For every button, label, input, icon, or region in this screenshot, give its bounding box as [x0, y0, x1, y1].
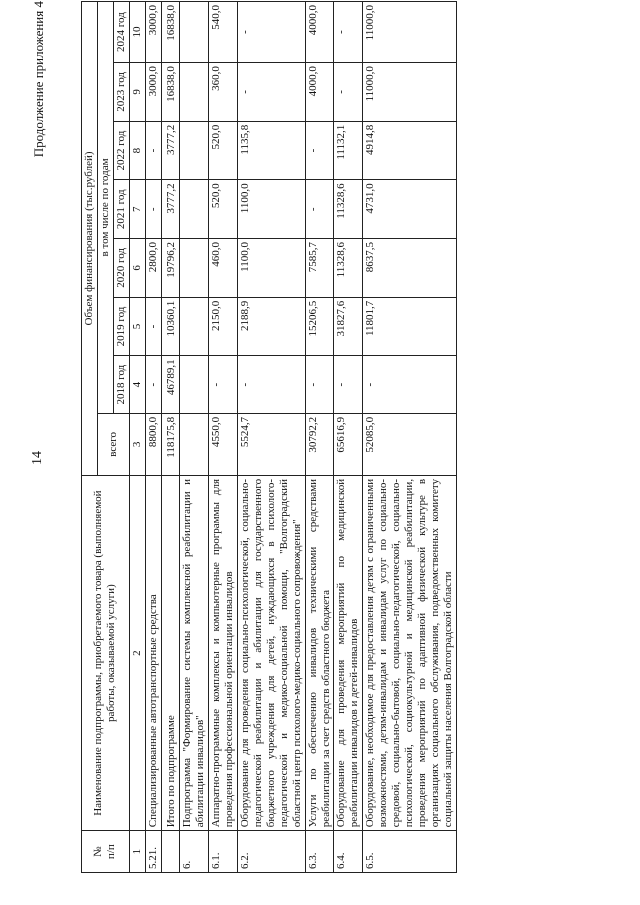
value-2021: 520,0 [208, 180, 237, 239]
value-total: 5524,7 [237, 413, 305, 475]
row-name: Аппаратно-программные комплексы и компьютерные программы для проведения профессиональной ориентации инвалидов [208, 475, 237, 830]
value-2018 [179, 356, 208, 414]
value-2019: 15206,5 [305, 297, 334, 356]
page-number: 14 [30, 451, 45, 465]
value-2023: - [334, 63, 363, 122]
value-2021: 3777,2 [161, 180, 179, 239]
value-2023: - [237, 63, 305, 122]
value-2023: 11000,0 [363, 63, 457, 122]
funding-table [81, 1, 457, 873]
value-2023: 16838,0 [161, 63, 179, 122]
value-2022: - [145, 121, 161, 180]
row-number: 6. [179, 831, 208, 873]
table-row [161, 2, 179, 873]
header-funding: Объем финансирования (тыс.рублей) [82, 2, 98, 476]
value-2018: 46789,1 [161, 356, 179, 414]
value-2021: 11328,6 [334, 180, 363, 239]
column-number: 7 [129, 180, 145, 239]
value-2018: - [145, 356, 161, 414]
value-2024: 11000,0 [363, 2, 457, 63]
table-row [145, 2, 161, 873]
value-2020: 1100,0 [237, 239, 305, 298]
value-2023 [179, 63, 208, 122]
value-2018: - [334, 356, 363, 414]
value-2024: 16838,0 [161, 2, 179, 63]
value-2023: 360,0 [208, 63, 237, 122]
continuation-label: Продолжение приложения 4 [31, 1, 46, 158]
value-2024: 540,0 [208, 2, 237, 63]
header-year: 2020 год [113, 239, 129, 298]
table-row [208, 2, 237, 873]
value-2020: 460,0 [208, 239, 237, 298]
table-row [237, 2, 305, 873]
column-number: 4 [129, 356, 145, 414]
value-2022: 1135,8 [237, 121, 305, 180]
row-name: Оборудование для проведения мероприятий по медицинской реабилитации инвалидов и детей-инвалидов [334, 475, 363, 830]
value-total: 30792,2 [305, 413, 334, 475]
column-number: 8 [129, 121, 145, 180]
table-row [334, 2, 363, 873]
column-number: 5 [129, 297, 145, 356]
value-2022: 520,0 [208, 121, 237, 180]
row-name: Услуги по обеспечению инвалидов техническими средствами реабилитации за счет средств областного бюджета [305, 475, 334, 830]
header-total: всего [97, 413, 129, 475]
header-year: 2019 год [113, 297, 129, 356]
row-name: Специализированные автотранспортные средства [145, 475, 161, 830]
value-2019: 2150,0 [208, 297, 237, 356]
value-2023: 3000,0 [145, 63, 161, 122]
header-num: № [92, 846, 105, 857]
value-2022: 3777,2 [161, 121, 179, 180]
header-year: 2018 год [113, 356, 129, 414]
header-year: 2023 год [113, 63, 129, 122]
value-2018: - [237, 356, 305, 414]
value-2020: 19796,2 [161, 239, 179, 298]
row-number: 6.5. [363, 831, 457, 873]
value-2024: 4000,0 [305, 2, 334, 63]
table-row [179, 2, 208, 873]
value-total: 65616,9 [334, 413, 363, 475]
value-2024: 3000,0 [145, 2, 161, 63]
value-2024: - [334, 2, 363, 63]
row-name: Подпрограмма "Формирование системы комплексной реабилитации и абилитации инвалидов" [179, 475, 208, 830]
value-2021 [179, 180, 208, 239]
value-total: 8800,0 [145, 413, 161, 475]
value-2023: 4000,0 [305, 63, 334, 122]
value-2018: - [208, 356, 237, 414]
value-2022: 4914,8 [363, 121, 457, 180]
header-year: 2021 год [113, 180, 129, 239]
value-2019: 2188,9 [237, 297, 305, 356]
column-number: 2 [129, 475, 145, 830]
value-2019: - [145, 297, 161, 356]
row-name: Оборудование, необходимое для предоставления детям с ограниченными возможностями, детям-инвалидам и инвалидам услуг по социально-средовой, социально-бытовой, социально-педагогической, социально-психологической, социокультурной и медицинской реабилитации, проведения мероприятий по адаптивной физической культуре в организациях социального обслуживания, подведомственных комитету социальной защиты населения Волгоградской области [363, 475, 457, 830]
row-number: 6.4. [334, 831, 363, 873]
column-number: 6 [129, 239, 145, 298]
column-number: 1 [129, 831, 145, 873]
value-2018: - [363, 356, 457, 414]
header-including: в том числе по годам [97, 2, 113, 414]
header-num-cell [82, 831, 130, 873]
value-2021: - [145, 180, 161, 239]
header-name: Наименование подпрограммы, приобретаемого товара (выполняемой работы, оказываемой услуги) [82, 475, 130, 830]
value-2024: - [237, 2, 305, 63]
value-2018: - [305, 356, 334, 414]
value-2020: 8637,5 [363, 239, 457, 298]
table-row [363, 2, 457, 873]
header-year: 2022 год [113, 121, 129, 180]
value-2022: 11132,1 [334, 121, 363, 180]
value-2021: 4731,0 [363, 180, 457, 239]
value-2022 [179, 121, 208, 180]
value-2021: - [305, 180, 334, 239]
row-name: Итого по подпрограмме [161, 475, 179, 830]
value-2020: 2800,0 [145, 239, 161, 298]
value-total [179, 413, 208, 475]
value-2022: - [305, 121, 334, 180]
value-2019: 11801,7 [363, 297, 457, 356]
header-num-pp: п/п [105, 844, 118, 860]
value-2020: 7585,7 [305, 239, 334, 298]
row-number: 5.21. [145, 831, 161, 873]
column-number: 9 [129, 63, 145, 122]
row-number: 6.3. [305, 831, 334, 873]
row-name: Оборудование для проведения социально-психологической, социально-педагогической реабилитации и абилитации для государственного бюджетного учреждения для детей, нуждающихся в психолого-педагогической и медико-социальной помощи, "Волгоградский областной центр психолого-медико-социального сопровождения" [237, 475, 305, 830]
value-total: 4550,0 [208, 413, 237, 475]
value-2019: 10360,1 [161, 297, 179, 356]
row-number [161, 831, 179, 873]
value-total: 118175,8 [161, 413, 179, 475]
document-body [31, 1, 640, 873]
column-number: 3 [129, 413, 145, 475]
row-number: 6.1. [208, 831, 237, 873]
value-2020 [179, 239, 208, 298]
row-number: 6.2. [237, 831, 305, 873]
value-2024 [179, 2, 208, 63]
value-2019 [179, 297, 208, 356]
table-row [305, 2, 334, 873]
value-total: 52085,0 [363, 413, 457, 475]
header-year: 2024 год [113, 2, 129, 63]
value-2019: 31827,6 [334, 297, 363, 356]
value-2020: 11328,6 [334, 239, 363, 298]
column-number: 10 [129, 2, 145, 63]
value-2021: 1100,0 [237, 180, 305, 239]
